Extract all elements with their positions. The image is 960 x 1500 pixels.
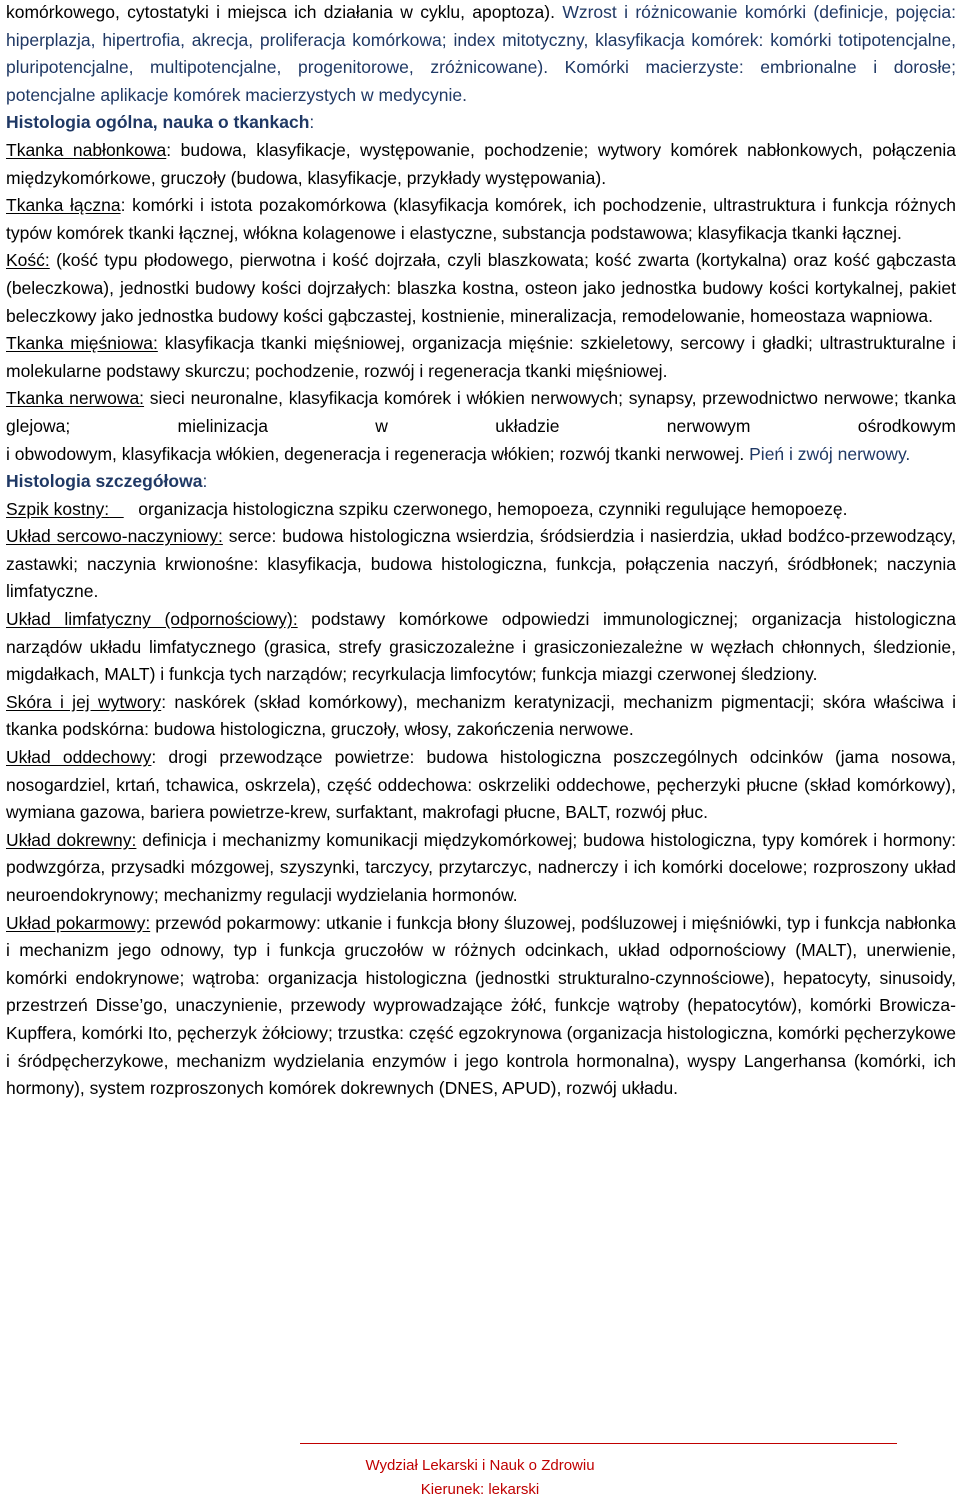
topic-text: komórki i istota pozakomórkowa (klasyfikacja komórek, ich pochodzenie, ultrastruktura i funkcja różnych typów komórek tkanki łącznej, włókna kolagenowe i elastyczne, substancja podstawowa; klasyfikacja tkanki łącznej. <box>6 195 956 243</box>
topic-label: Układ limfatyczny (odpornościowy): <box>6 609 298 630</box>
topic-label: Tkanka mięśniowa: <box>6 333 158 354</box>
paragraph-pokarmowy <box>6 910 956 1103</box>
paragraph-dokrewny <box>6 827 956 910</box>
document-page <box>6 0 956 1103</box>
topic-text: i obwodowym, klasyfikacja włókien, degeneracja i regeneracja włókien; rozwój tkanki nerwowej. <box>6 443 745 464</box>
footer-major: Kierunek: lekarski <box>420 1481 540 1498</box>
section-title: Histologia ogólna, nauka o tkankach <box>6 112 310 133</box>
topic-text: (kość typu płodowego, pierwotna i kość dojrzała, czyli blaszkowata; kość zwarta (kortykalna) oraz kość gąbczasta (beleczkowa), jednostki budowy kości dojrzałych: blaszka kostna, osteon jako jednostka budowy kości kortykalnej, pakiet beleczkowy jako jednostka budowy kości gąbczastej, kostnienie, mineralizacja, remodelowanie, homeostaza wapniowa. <box>6 250 956 326</box>
intro-text-blue: Wzrost i różnicowanie komórki (definicje, pojęcia: hiperplazja, hipertrofia, akrecja, proliferacja komórkowa; index mitotyczny, klasyfikacja komórek: komórki totipotencjalne, pluripotencjalne, multipotencjalne, progenitorowe, zróżnicowane). Komórki macierzyste: embrionalne i dorosłe; potencjalne aplikacje komórek macierzystych w medycynie. <box>6 2 956 105</box>
footer-faculty: Wydział Lekarski i Nauk o Zdrowiu <box>365 1457 595 1474</box>
topic-label: Układ dokrewny: <box>6 829 137 850</box>
topic-label: Szpik kostny: <box>6 498 110 519</box>
intro-paragraph <box>6 0 956 109</box>
paragraph-nerwowa <box>6 385 956 440</box>
topic-label: Układ oddechowy <box>6 747 152 768</box>
topic-label: Tkanka łączna <box>6 195 121 216</box>
topic-label: Kość: <box>6 250 50 271</box>
section-heading-general: Histologia ogólna, nauka o tkankach: <box>6 112 315 133</box>
topic-text: serce: budowa histologiczna wsierdzia, śródsierdzia i nasierdzia, układ bodźco-przewodzący, zastawki; naczynia krwionośne: klasyfikacja, budowa histologiczna, funkcja, połączenia naczyń, śródbłonek; naczynia limfatyczne. <box>6 526 956 602</box>
topic-text: drogi przewodzące powietrze: budowa histologiczna poszczególnych odcinków (jama nosowa, nosogardziel, krtań, tchawica, oskrzela), część oddechowa: oskrzeliki oddechowe, pęcherzyki płucne (skład komórkowy), wymiana gazowa, bariera powietrze-krew, surfaktant, makrofagi płucne, BALT, rozwój płuc. <box>6 747 957 823</box>
topic-text: przewód pokarmowy: utkanie i funkcja błony śluzowej, podśluzowej i mięśniówki, typ i funkcja nabłonka i mechanizm jego odnowy, typ i funkcja gruczołów w różnych odcinkach, układ odpornościowy (MALT), unerwienie, komórki endokrynowe; wątroba: organizacja histologiczna (jednostki strukturalno-czynnościowe), hepatocyty, sinusoidy, przestrzeń Disse’go, unaczynienie, przewody wyprowadzające żółć, funkcje wątroby (hepatocytów), komórki Browicza-Kupffera, komórki Ito, pęcherzyk żółciowy; trzustka: część egzokrynowa (organizacja histologiczna, komórki pęcherzykowe i śródpęcherzykowe, mechanizm wydzielania enzymów i jego kontrola hormonalna), wyspy Langerhansa (komórki, ich hormony), system rozproszonych komórek dokrewnych (DNES, APUD), rozwój układu. <box>6 912 956 1099</box>
paragraph-kosc <box>6 247 956 330</box>
paragraph-serce <box>6 523 956 606</box>
paragraph-miesniowa <box>6 330 956 385</box>
paragraph-oddechowy: Układ oddechowy: drogi przewodzące powietrze: budowa histologiczna poszczególnych odcinków (jama nosowa, nosogardziel, krtań, tchawica, oskrzela), część oddechowa: oskrzeliki oddechowe, pęcherzyki płucne (skład komórkowy), wymiana gazowa, bariera powietrze-krew, surfaktant, makrofagi płucne, BALT, rozwój płuc. <box>6 747 957 823</box>
topic-label: Tkanka nabłonkowa <box>6 139 167 160</box>
intro-text: komórkowego, cytostatyki i miejsca ich działania w cyklu, apoptoza). <box>6 2 555 22</box>
topic-text: sieci neuronalne, klasyfikacja komórek i włókien nerwowych; synapsy, przewodnictwo nerwowe; tkanka glejowa; mielinizacja w układzie nerwowym ośrodkowym <box>6 388 956 436</box>
topic-label: Układ sercowo-naczyniowy: <box>6 526 223 547</box>
topic-text: naskórek (skład komórkowy), mechanizm keratynizacji, mechanizm pigmentacji; skóra właściwa i tkanka podskórna: budowa histologiczna, gruczoły, włosy, zakończenia nerwowe. <box>6 691 956 740</box>
topic-label: Tkanka nerwowa: <box>6 388 145 409</box>
topic-label: Układ pokarmowy: <box>6 912 151 933</box>
paragraph-szpik <box>6 496 956 524</box>
paragraph-nablonkowa: Tkanka nabłonkowa: budowa, klasyfikacje, występowanie, pochodzenie; wytwory komórek nabłonkowych, połączenia międzykomórkowe, gruczoły (budowa, klasyfikacje, przykłady występowania). <box>6 139 957 188</box>
section-heading-detailed: Histologia szczegółowa: <box>6 471 208 492</box>
section-title: Histologia szczegółowa <box>6 471 203 492</box>
topic-label: Skóra i jej wytwory <box>6 691 162 712</box>
topic-text: klasyfikacja tkanki mięśniowej, organizacja mięśnie: szkieletowy, sercowy i gładki; ultrastrukturalne i molekularne podstawy skurczu; pochodzenie, rozwój i regeneracja tkanki mięśniowej. <box>6 333 956 381</box>
topic-text: organizacja histologiczna szpiku czerwonego, hemopoeza, czynniki regulujące hemopoezę. <box>138 498 848 519</box>
paragraph-skora: Skóra i jej wytwory: naskórek (skład komórkowy), mechanizm keratynizacji, mechanizm pigmentacji; skóra właściwa i tkanka podskórna: budowa histologiczna, gruczoły, włosy, zakończenia nerwowe. <box>6 691 956 740</box>
paragraph-nerwowa-cont <box>6 441 956 469</box>
paragraph-laczna: Tkanka łączna: komórki i istota pozakomórkowa (klasyfikacja komórek, ich pochodzenie, ultrastruktura i funkcja różnych typów komórek tkanki łącznej, włókna kolagenowe i elastyczne, substancja podstawowa; klasyfikacja tkanki łącznej. <box>6 195 956 243</box>
topic-text: podstawy komórkowe odpowiedzi immunologicznej; organizacja histologiczna narządów układu limfatycznego (grasica, strefy grasiczozależne i grasiczoniezależne w węzłach chłonnych, śledzionie, migdałkach, MALT) i funkcja tych narządów; recyrkulacja limfocytów; funkcja miazgi czerwonej śledziony. <box>6 609 956 685</box>
paragraph-limfatyczny <box>6 606 956 689</box>
topic-text: budowa, klasyfikacje, występowanie, pochodzenie; wytwory komórek nabłonkowych, połączenia międzykomórkowe, gruczoły (budowa, klasyfikacje, przykłady występowania). <box>6 139 957 188</box>
topic-text-blue: Pień i zwój nerwowy. <box>744 443 911 464</box>
topic-text: definicja i mechanizmy komunikacji międzykomórkowej; budowa histologiczna, typy komórek i hormony: podwzgórza, przysadki mózgowej, szyszynki, tarczycy, przytarczyc, nadnerczy i ich komórki docelowe; rozproszony układ neuroendokrynowy; mechanizmy regulacji wydzielania hormonów. <box>6 829 956 905</box>
footer-divider <box>300 1443 897 1444</box>
